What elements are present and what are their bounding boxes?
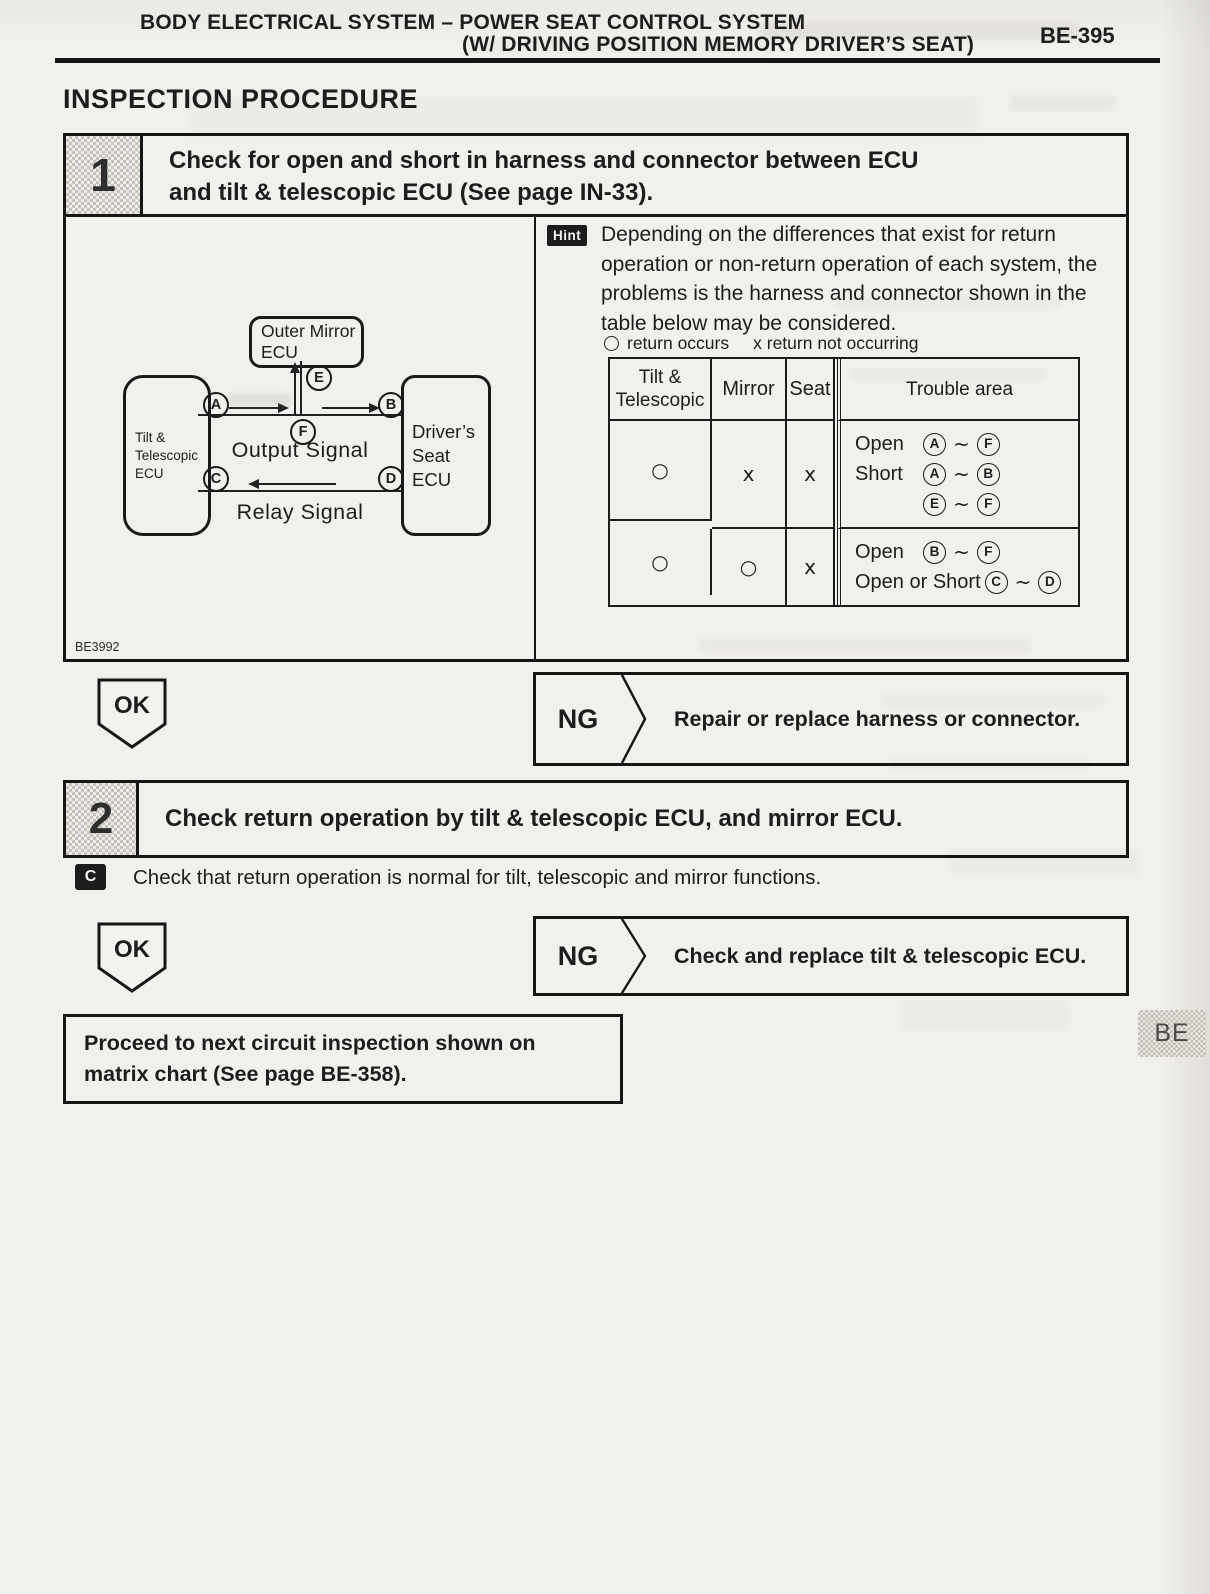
step1-title-line2: and tilt & telescopic ECU (See page IN-33).	[169, 179, 654, 206]
ecu-label: Seat	[412, 444, 451, 466]
trouble-line	[855, 567, 1061, 597]
ng-chevron-icon	[620, 919, 648, 993]
ok-flow-arrow	[97, 678, 167, 750]
ok-label: OK	[114, 936, 150, 963]
connector-node-ref: F	[977, 433, 1000, 456]
trouble-line	[855, 429, 1000, 459]
ng-chevron-icon	[620, 675, 648, 763]
trouble-label: Open	[855, 433, 904, 455]
ecu-label: ECU	[412, 468, 452, 490]
connector-node-ref: E	[923, 493, 946, 516]
ecu-label: ECU	[261, 342, 298, 362]
ecu-label: Outer Mirror	[261, 321, 356, 341]
table-row1-seat: x	[787, 421, 835, 529]
hint-badge: Hint	[547, 225, 587, 246]
ecu-box-outer-mirror	[249, 316, 364, 368]
ng-label: NG	[557, 940, 599, 971]
connector-node-ref: A	[923, 433, 946, 456]
table-header-tilt-telescopic	[610, 359, 712, 421]
circle-symbol-icon	[604, 336, 619, 351]
ng-label: NG	[557, 703, 599, 734]
output-arrow	[229, 407, 279, 409]
header-text: Tilt &	[638, 367, 682, 388]
ok-flow-arrow	[97, 922, 167, 994]
relay-signal-label: Relay Signal	[236, 500, 364, 524]
step2-number-badge: 2	[66, 783, 139, 855]
section-title: INSPECTION PROCEDURE	[63, 84, 419, 114]
trouble-table	[608, 357, 1080, 607]
connector-node-ref: B	[977, 463, 1000, 486]
trouble-label: Open or Short	[855, 571, 981, 593]
trouble-label: Open	[855, 541, 904, 563]
scan-bleed-artifact	[1010, 95, 1115, 111]
step1-number-badge: 1	[66, 136, 143, 214]
be-section-side-tab: BE	[1138, 1010, 1206, 1057]
connector-node-ref: C	[985, 571, 1008, 594]
hint-panel	[536, 214, 1126, 659]
trouble-line	[855, 459, 1000, 489]
relay-arrow	[258, 483, 336, 485]
step1-content-box	[63, 214, 1129, 662]
range-separator: ~	[953, 432, 970, 456]
ecu-box-tilt-telescopic	[123, 375, 211, 536]
output-arrow	[322, 407, 370, 409]
ng-result-box	[533, 916, 1129, 996]
table-row1-mirror: x	[712, 421, 787, 529]
step1-header-box	[63, 133, 1129, 217]
ok-label: OK	[114, 692, 150, 719]
ecu-label: Driver’s	[412, 420, 476, 442]
table-row1-tilt: ○	[610, 421, 712, 521]
scan-bleed-artifact	[900, 1000, 1070, 1030]
connector-node-c: C	[203, 466, 229, 492]
connector-node-d: D	[378, 466, 404, 492]
header-title-line1: BODY ELECTRICAL SYSTEM – POWER SEAT CONTROL SYSTEM	[140, 11, 806, 34]
step1-title-line1: Check for open and short in harness and connector between ECU	[169, 147, 919, 174]
range-separator: ~	[953, 540, 970, 564]
trouble-line	[855, 537, 1000, 567]
connector-node-a: A	[203, 392, 229, 418]
table-header-seat: Seat	[787, 359, 835, 421]
table-header-mirror: Mirror	[712, 359, 787, 421]
table-header-trouble-area: Trouble area	[837, 359, 1078, 421]
legend-circle-meaning: return occurs	[627, 333, 730, 353]
check-step-badge: C	[75, 864, 106, 890]
table-row2-tilt: ○	[610, 529, 712, 595]
connector-node-ref: F	[977, 493, 1000, 516]
range-separator: ~	[953, 492, 970, 516]
ng-action: Repair or replace harness or connector.	[674, 706, 1081, 731]
ng-action: Check and replace tilt & telescopic ECU.	[674, 943, 1087, 968]
arrow-left-icon	[248, 479, 259, 489]
connector-node-ref: B	[923, 541, 946, 564]
header-rule	[55, 58, 1160, 63]
range-separator: ~	[953, 462, 970, 486]
page-code: BE-395	[1040, 23, 1115, 48]
output-signal-label: Output Signal	[231, 438, 369, 462]
table-row2-seat: x	[787, 529, 835, 605]
legend-x-meaning: x return not occurring	[753, 333, 919, 353]
connector-node-ref: F	[977, 541, 1000, 564]
table-row2-trouble-area	[837, 529, 1078, 605]
connector-node-ref: D	[1038, 571, 1061, 594]
header-text: Telescopic	[615, 390, 705, 411]
arrow-up-icon	[290, 362, 300, 373]
table-row2-mirror: ○	[712, 529, 787, 605]
connector-node-f: F	[290, 419, 316, 445]
ng-result-box	[533, 672, 1129, 766]
relay-signal-line	[198, 490, 402, 492]
next-inspection-note-box: Proceed to next circuit inspection shown on matrix chart (See page BE-358).	[63, 1014, 623, 1104]
ecu-label: Telescopic	[135, 447, 199, 463]
figure-code: BE3992	[75, 640, 120, 654]
trouble-line	[855, 489, 1000, 519]
ecu-label: Tilt &	[135, 429, 166, 445]
hint-text: Depending on the differences that exist for return operation or non-return operation of each system, the problems is the harness and connector shown in the table below may be considered.	[601, 223, 1098, 335]
mirror-branch-line	[300, 361, 302, 415]
trouble-label: Short	[855, 463, 903, 485]
step2-header-box	[63, 780, 1129, 858]
connector-node-ref: A	[923, 463, 946, 486]
connector-node-e: E	[306, 365, 332, 391]
check-step-text: Check that return operation is normal for tilt, telescopic and mirror functions.	[133, 866, 822, 889]
ecu-label: ECU	[135, 465, 164, 481]
circuit-diagram	[66, 214, 536, 659]
step1-title	[143, 136, 928, 214]
step2-title: Check return operation by tilt & telescopic ECU, and mirror ECU.	[165, 805, 903, 832]
range-separator: ~	[1014, 570, 1032, 594]
mirror-branch-arrow	[294, 372, 296, 414]
table-row1-trouble-area	[837, 421, 1078, 529]
ecu-box-drivers-seat	[401, 375, 491, 536]
scan-bleed-artifact	[228, 393, 290, 406]
header-title-line2: (W/ DRIVING POSITION MEMORY DRIVER’S SEAT)	[462, 33, 975, 56]
table-legend	[604, 333, 918, 354]
connector-node-b: B	[378, 392, 404, 418]
